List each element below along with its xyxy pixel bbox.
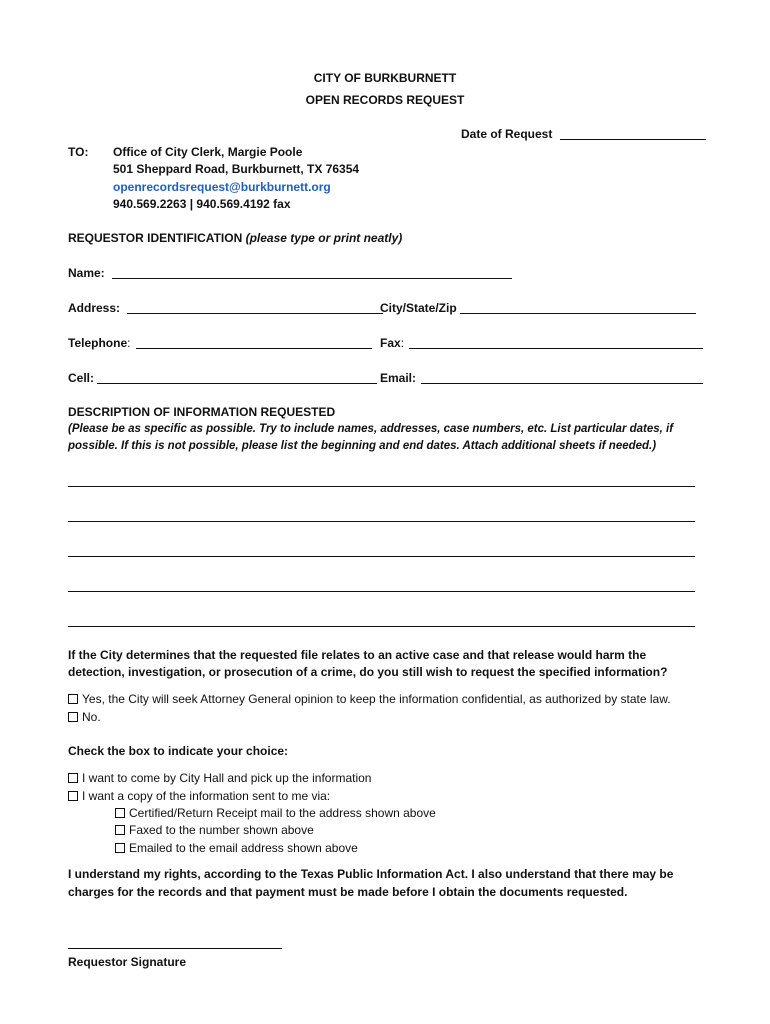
option-copy[interactable]	[68, 789, 330, 804]
active-case-question-2: detection, investigation, or prosecution of a crime, do you still wish to request the specified information?	[68, 665, 668, 679]
date-of-request-field[interactable]	[560, 127, 706, 140]
option-fax-label: Faxed to the number shown above	[129, 823, 314, 837]
option-pickup[interactable]	[68, 771, 371, 786]
email-label: Email:	[380, 371, 417, 385]
telephone-field[interactable]	[136, 336, 372, 349]
cell-label: Cell:	[68, 371, 95, 385]
clerk-email-link[interactable]: openrecordsrequest@burkburnett.org	[113, 180, 331, 194]
clerk-phone: 940.569.2263 | 940.569.4192 fax	[113, 197, 291, 211]
option-yes[interactable]	[68, 692, 671, 707]
option-email-label: Emailed to the email address shown above	[129, 841, 358, 855]
city-title: CITY OF BURKBURNETT	[313, 71, 457, 85]
clerk-address: 501 Sheppard Road, Burkburnett, TX 76354	[113, 162, 360, 176]
option-certified-mail-label: Certified/Return Receipt mail to the address shown above	[129, 806, 436, 820]
description-instructions-2: possible. If this is not possible, please list the beginning and end dates. Attach additional sheets if needed.)	[68, 440, 657, 452]
checkbox-fax[interactable]	[115, 825, 125, 835]
date-of-request-row	[461, 127, 706, 142]
requestor-heading-row	[68, 231, 402, 246]
description-line[interactable]	[68, 486, 695, 487]
option-email[interactable]	[115, 841, 358, 856]
checkbox-copy[interactable]	[68, 791, 78, 801]
form-title: OPEN RECORDS REQUEST	[305, 93, 465, 107]
option-no[interactable]	[68, 710, 101, 725]
option-fax[interactable]	[115, 823, 314, 838]
acknowledgement-2: charges for the records and that payment must be made before I obtain the documents requested.	[68, 885, 628, 899]
description-instructions-1: (Please be as specific as possible. Try to include names, addresses, case numbers, etc. List particular dates, if	[68, 423, 674, 435]
option-yes-label: Yes, the City will seek Attorney General opinion to keep the information confidential, as authorized by state law.	[82, 692, 671, 706]
checkbox-certified-mail[interactable]	[115, 808, 125, 818]
checkbox-no[interactable]	[68, 712, 78, 722]
checkbox-pickup[interactable]	[68, 773, 78, 783]
telephone-label: Telephone	[68, 336, 128, 350]
signature-line[interactable]	[68, 948, 282, 949]
requestor-heading-note: (please type or print neatly)	[245, 231, 403, 245]
option-certified-mail[interactable]	[115, 806, 436, 821]
name-row	[68, 266, 512, 281]
clerk-office: Office of City Clerk, Margie Poole	[113, 145, 303, 159]
cell-row	[68, 371, 377, 386]
name-label: Name:	[68, 266, 105, 280]
description-line[interactable]	[68, 556, 695, 557]
option-copy-label: I want a copy of the information sent to me via:	[82, 789, 331, 803]
name-field[interactable]	[112, 266, 512, 279]
signature-label: Requestor Signature	[68, 955, 187, 969]
fax-label: Fax	[380, 336, 401, 350]
cell-field[interactable]	[97, 371, 377, 384]
telephone-row: Telephone:	[68, 336, 372, 351]
fax-row: Fax:	[380, 336, 703, 351]
address-row	[68, 301, 383, 316]
city-state-zip-field[interactable]	[460, 301, 696, 314]
checkbox-yes[interactable]	[68, 694, 78, 704]
active-case-question-1: If the City determines that the requested file relates to an active case and that release would harm the	[68, 648, 647, 662]
acknowledgement-1: I understand my rights, according to the Texas Public Information Act. I also understand that there may be	[68, 867, 674, 881]
email-row	[380, 371, 703, 386]
description-line[interactable]	[68, 591, 695, 592]
requestor-heading: REQUESTOR IDENTIFICATION	[68, 231, 243, 245]
fax-field[interactable]	[409, 336, 703, 349]
city-state-zip-label: City/State/Zip	[380, 301, 457, 315]
city-state-zip-row	[380, 301, 696, 316]
description-heading: DESCRIPTION OF INFORMATION REQUESTED	[68, 405, 336, 419]
address-field[interactable]	[127, 301, 383, 314]
checkbox-email[interactable]	[115, 843, 125, 853]
date-of-request-label: Date of Request	[461, 127, 553, 141]
address-label: Address:	[68, 301, 121, 315]
option-pickup-label: I want to come by City Hall and pick up the information	[82, 771, 372, 785]
to-label: TO:	[68, 145, 89, 159]
description-line[interactable]	[68, 521, 695, 522]
email-field[interactable]	[421, 371, 703, 384]
description-line[interactable]	[68, 626, 695, 627]
choice-heading: Check the box to indicate your choice:	[68, 744, 289, 758]
option-no-label: No.	[82, 710, 101, 724]
